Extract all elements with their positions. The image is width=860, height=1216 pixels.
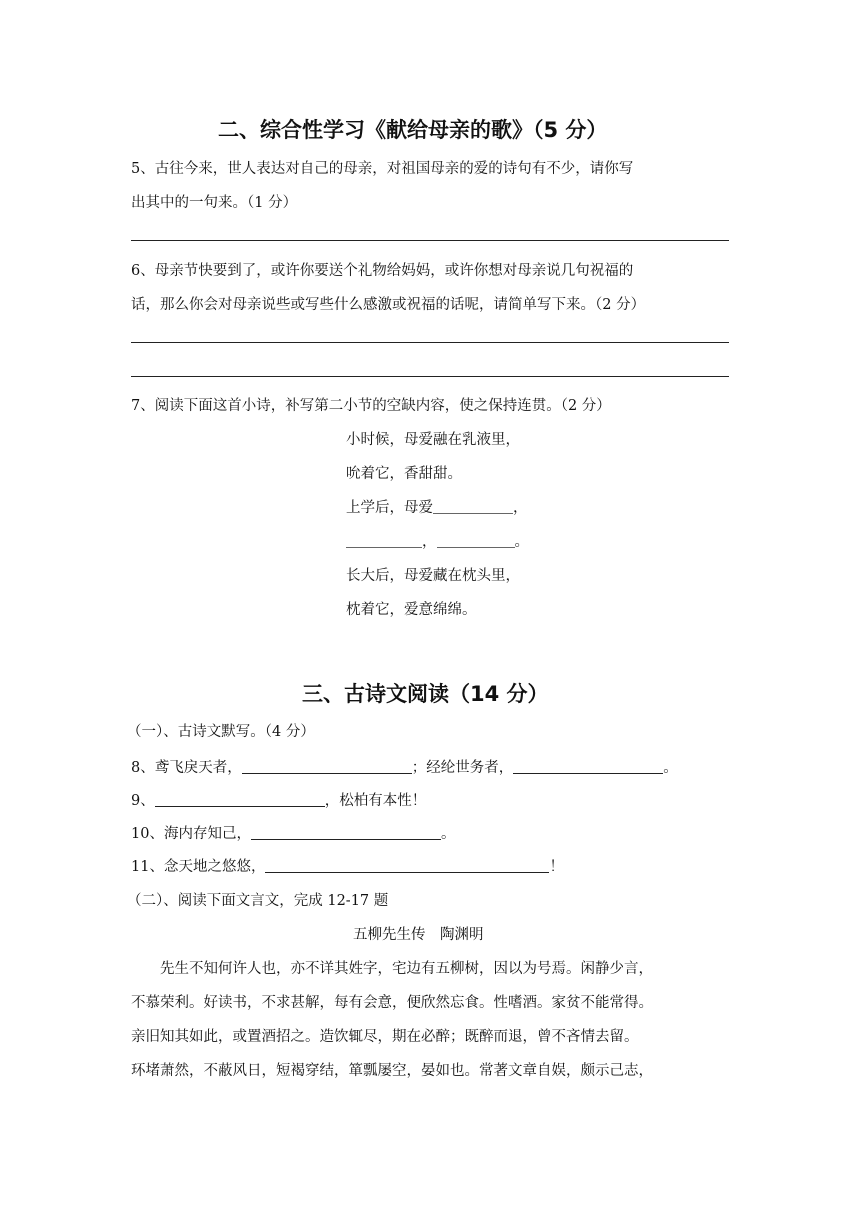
section-3-title: 三、古诗文阅读（14 分）	[302, 682, 549, 706]
poem-line-3	[346, 496, 528, 517]
passage-line-4: 环堵萧然，不蔽风日，短褐穿结，箪瓢屡空，晏如也。常著文章自娱，颇示己志，	[131, 1063, 653, 1079]
poem-line-3-suffix: ，	[513, 500, 528, 516]
answer-blank-q8-2[interactable]	[513, 759, 663, 774]
poem-line-4-comma: ，	[422, 534, 437, 550]
answer-blank-q8-1[interactable]	[242, 759, 412, 774]
question-6-text: 6、母亲节快要到了，或许你要送个礼物给妈妈，或许你想对母亲说几句祝福的	[131, 263, 634, 279]
answer-blank-q9[interactable]	[155, 792, 325, 807]
poem-line-3-prefix: 上学后，母爱	[346, 500, 433, 516]
question-10	[131, 822, 455, 843]
answer-blank-q10[interactable]	[251, 825, 441, 840]
question-6-text-cont: 话，那么你会对母亲说些或写些什么感激或祝福的话呢，请简单写下来。（2 分）	[131, 297, 646, 313]
poem-blank-1[interactable]	[433, 500, 513, 514]
passage-line-2: 不慕荣利。好读书，不求甚解，每有会意，便欣然忘食。性嗜酒。家贫不能常得。	[131, 995, 653, 1011]
poem-blank-3[interactable]	[437, 534, 515, 548]
section-2-title: 二、综合性学习《献给母亲的歌》（5 分）	[218, 118, 608, 142]
question-11-part-b: ！	[549, 859, 564, 875]
answer-line-q6-2[interactable]	[131, 376, 729, 377]
question-11-part-a: 11、念天地之悠悠，	[131, 859, 266, 875]
passage-line-3: 亲旧知其如此，或置酒招之。造饮辄尽，期在必醉；既醉而退，曾不吝情去留。	[131, 1029, 639, 1045]
question-10-part-a: 10、海内存知己，	[131, 826, 251, 842]
poem-line-4-end: 。	[514, 534, 529, 550]
answer-line-q6-1[interactable]	[131, 342, 729, 343]
question-8-part-b: ；经纶世务者，	[411, 760, 514, 776]
question-9	[131, 789, 426, 810]
question-9-part-b: ，松柏有本性！	[324, 793, 427, 809]
answer-blank-q11[interactable]	[265, 858, 549, 873]
question-5-text: 5、古往今来，世人表达对自己的母亲，对祖国母亲的爱的诗句有不少，请你写	[131, 161, 634, 177]
poem-blank-2[interactable]	[346, 534, 422, 548]
poem-line-5: 长大后，母爱藏在枕头里，	[346, 568, 520, 584]
poem-line-4	[346, 530, 529, 551]
poem-line-2: 吮着它，香甜甜。	[346, 466, 462, 482]
question-11	[131, 855, 564, 876]
question-8-part-a: 8、鸢飞戾天者，	[131, 760, 242, 776]
subsection-2-title: （二）、阅读下面文言文，完成 12-17 题	[127, 893, 389, 909]
question-8-part-c: 。	[663, 760, 678, 776]
question-8	[131, 756, 678, 777]
question-5-text-cont: 出其中的一句来。（1 分）	[131, 195, 298, 211]
poem-line-6: 枕着它，爱意绵绵。	[346, 602, 477, 618]
question-10-part-b: 。	[440, 826, 456, 842]
passage-title: 五柳先生传 陶渊明	[353, 927, 484, 943]
poem-line-1: 小时候，母爱融在乳液里，	[346, 432, 520, 448]
passage-line-1: 先生不知何许人也，亦不详其姓字，宅边有五柳树，因以为号焉。闲静少言，	[131, 961, 653, 977]
subsection-1-title: （一）、古诗文默写。（4 分）	[127, 724, 315, 740]
question-9-part-a: 9、	[131, 793, 155, 809]
question-7-text: 7、阅读下面这首小诗，补写第二小节的空缺内容，使之保持连贯。（2 分）	[131, 398, 611, 414]
answer-line-q5[interactable]	[131, 240, 729, 241]
